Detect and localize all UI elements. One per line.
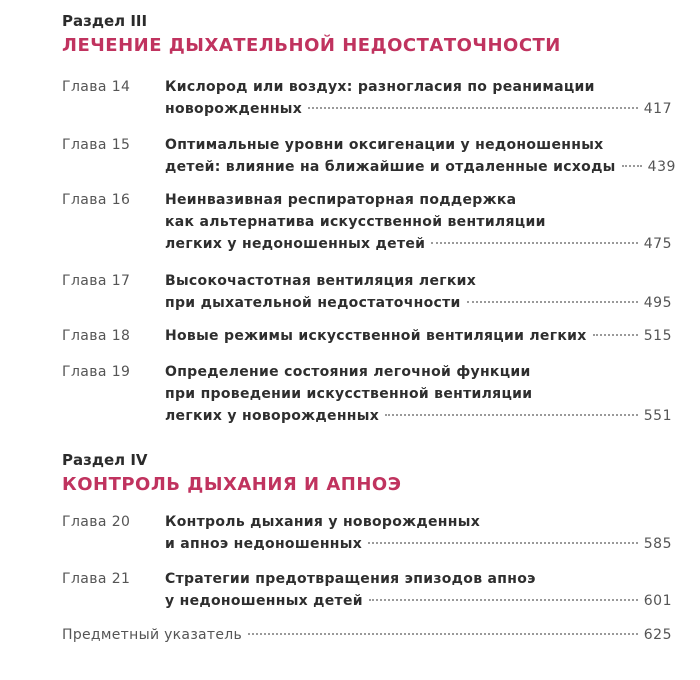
page-number: 439 <box>647 159 676 175</box>
toc-entry-index[interactable] <box>62 624 672 646</box>
page-number: 417 <box>643 101 672 117</box>
chapter-title-line: Неинвазивная респираторная поддержка <box>165 192 517 208</box>
chapter-title-line: новорожденных <box>165 101 303 117</box>
page-number: 585 <box>643 536 672 552</box>
chapter-number: Глава 21 <box>62 571 131 587</box>
section-4-header <box>62 451 672 497</box>
chapter-title-line: и апноэ недоношенных <box>165 536 363 552</box>
section-3-header <box>62 12 672 58</box>
chapter-title-line: Кислород или воздух: разногласия по реанимации <box>165 79 595 95</box>
chapter-title-line: Стратегии предотвращения эпизодов апноэ <box>165 571 536 587</box>
section-title: КОНТРОЛЬ ДЫХАНИЯ И АПНОЭ <box>62 474 402 495</box>
chapter-title-line: Определение состояния легочной функции <box>165 364 531 380</box>
dot-leader <box>467 301 638 303</box>
section-title: ЛЕЧЕНИЕ ДЫХАТЕЛЬНОЙ НЕДОСТАТОЧНОСТИ <box>62 35 561 56</box>
chapter-number: Глава 16 <box>62 192 131 208</box>
chapter-title-line: Высокочастотная вентиляция легких <box>165 273 477 289</box>
chapter-title-line: детей: влияние на ближайшие и отдаленные исходы <box>165 159 616 175</box>
page-number: 625 <box>643 627 672 643</box>
chapter-number: Глава 19 <box>62 364 131 380</box>
section-label: Раздел IV <box>62 451 148 469</box>
chapter-title-line: легких у новорожденных <box>165 408 380 424</box>
chapter-title-line: при дыхательной недостаточности <box>165 295 461 311</box>
chapter-number: Глава 14 <box>62 79 131 95</box>
page-number: 495 <box>643 295 672 311</box>
dot-leader <box>368 542 638 544</box>
dot-leader <box>593 334 638 336</box>
section-label: Раздел III <box>62 12 148 30</box>
chapter-title-line: у недоношенных детей <box>165 593 363 609</box>
chapter-number: Глава 20 <box>62 514 131 530</box>
chapter-title-line: как альтернатива искусственной вентиляции <box>165 214 546 230</box>
chapter-title-line: легких у недоношенных детей <box>165 236 426 252</box>
chapter-title-line: Оптимальные уровни оксигенации у недоношенных <box>165 137 604 153</box>
dot-leader <box>431 242 638 244</box>
dot-leader <box>622 165 642 167</box>
dot-leader <box>308 107 638 109</box>
chapter-number: Глава 18 <box>62 328 131 344</box>
chapter-title-line: Контроль дыхания у новорожденных <box>165 514 481 530</box>
dot-leader <box>248 633 638 635</box>
page-number: 551 <box>643 408 672 424</box>
page-number: 601 <box>643 593 672 609</box>
chapter-number: Глава 15 <box>62 137 131 153</box>
chapter-title-line: Новые режимы искусственной вентиляции легких <box>165 328 587 344</box>
dot-leader <box>385 414 638 416</box>
page-number: 475 <box>643 236 672 252</box>
dot-leader <box>369 599 638 601</box>
chapter-number: Глава 17 <box>62 273 131 289</box>
chapter-title-line: при проведении искусственной вентиляции <box>165 386 533 402</box>
index-label: Предметный указатель <box>62 627 243 643</box>
page-number: 515 <box>643 328 672 344</box>
